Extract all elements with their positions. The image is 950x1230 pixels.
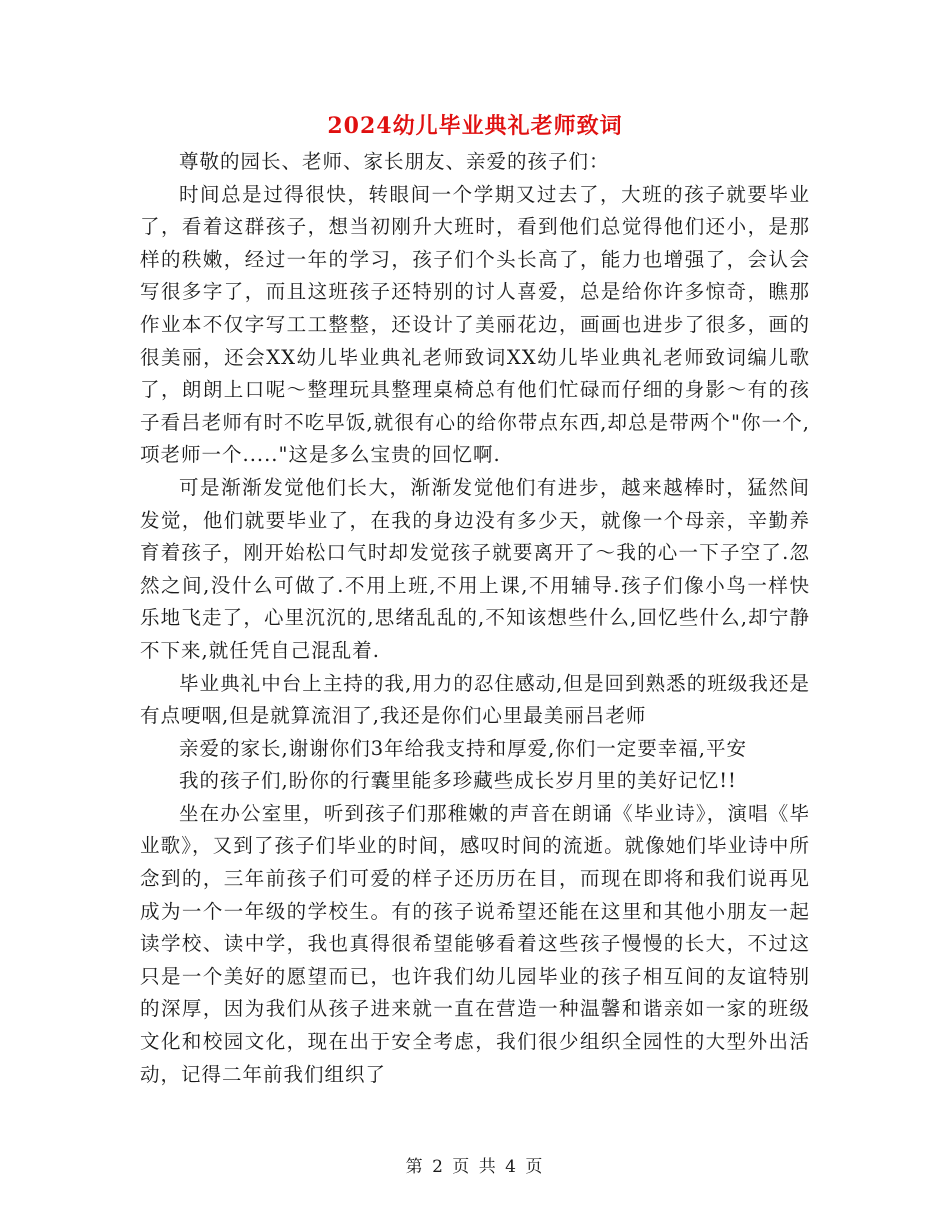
body-paragraph: 坐在办公室里，听到孩子们那稚嫩的声音在朗诵《毕业诗》，演唱《毕业歌》，又到了孩子们毕业的时间，感叹时间的流逝。就像她们毕业诗中所念到的，三年前孩子们可爱的样子还历历在目，而现在即将和我们说再见成为一个一年级的学校生。有的孩子说希望还能在这里和其他小朋友一起读学校、读中学，我也真得很希望能够看着这些孩子慢慢的长大，不过这只是一个美好的愿望而已，也许我们幼儿园毕业的孩子相互间的友谊特别的深厚，因为我们从孩子进来就一直在营造一种温馨和谐亲如一家的班级文化和校园文化，现在出于安全考虑，我们很少组织全园性的大型外出活动，记得二年前我们组织了 (140, 801, 810, 1086)
document-title: 2024幼儿毕业典礼老师致词 (327, 113, 623, 139)
page-number-footer: 第 2 页 共 4 页 (405, 1157, 545, 1177)
salutation-paragraph: 尊敬的园长、老师、家长朋友、亲爱的孩子们： (179, 150, 610, 173)
body-paragraph: 可是渐渐发觉他们长大，渐渐发觉他们有进步，越来越棒时，猛然间发觉，他们就要毕业了，在我的身边没有多少天，就像一个母亲，辛勤养育着孩子，刚开始松口气时却发觉孩子就要离开了～我的心一下子空了.忽然之间,没什么可做了.不用上班,不用上课,不用辅导.孩子们像小鸟一样快乐地飞走了，心里沉沉的,思绪乱乱的,不知该想些什么,回忆些什么,却宁静不下来,就任凭自己混乱着. (140, 475, 810, 662)
body-paragraph: 时间总是过得很快，转眼间一个学期又过去了，大班的孩子就要毕业了，看着这群孩子，想当初刚升大班时，看到他们总觉得他们还小，是那样的秩嫩，经过一年的学习，孩子们个头长高了，能力也增强了，会认会写很多字了，而且这班孩子还特别的讨人喜爱，总是给你许多惊奇，瞧那作业本不仅字写工工整整，还设计了美丽花边，画画也进步了很多，画的很美丽，还会XX幼儿毕业典礼老师致词XX幼儿毕业典礼老师致词编儿歌了，朗朗上口呢～整理玩具整理桌椅总有他们忙碌而仔细的身影～有的孩子看吕老师有时不吃早饭,就很有心的给你带点东西,却总是带两个"你一个,项老师一个....."这是多么宝贵的回忆啊. (140, 182, 810, 467)
body-paragraph: 毕业典礼中台上主持的我,用力的忍住感动,但是回到熟悉的班级我还是有点哽咽,但是就算流泪了,我还是你们心里最美丽吕老师 (140, 671, 810, 728)
body-paragraph: 我的孩子们,盼你的行囊里能多珍藏些成长岁月里的美好记忆!! (179, 769, 737, 793)
document-body (140, 146, 810, 1091)
body-paragraph: 亲爱的家长,谢谢你们3年给我支持和厚爱,你们一定要幸福,平安 (179, 736, 748, 760)
